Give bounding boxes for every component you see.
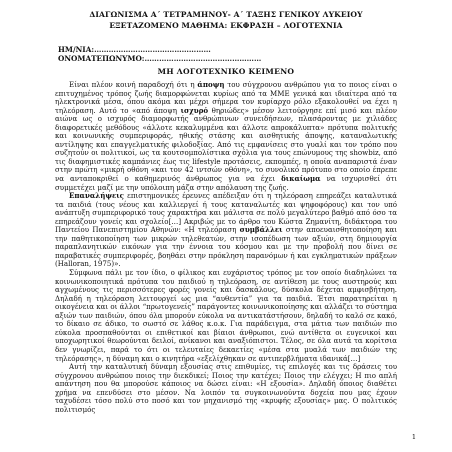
paragraph-3: Σύμφωνα πάλι με τον ίδιο, ο φίλικος και ευχάριστος τρόπος με τον οποίο διαδηλώνει τα κοινωνικοποιητικά πρότυπα του παιδιού η τηλεόραση, σε αντίθεση με τους αυστηρούς και αγχωμένους τις περισσότερες φορές γονείς και δασκάλους, δύσκολα δέχεται αμφισβήτηση. Δηλαδή η τηλεόραση λειτουργεί ως μια “αυθεντία” για τα παιδιά. Έτσι παρατηρείται η οικογένεια και οι άλλοι “πρωτογενείς” παράγοντες κοινωνικοποίησης και αλλάζει το σύστημα αξιών των παιδιών, όπου όλα μπορούν εύκολα να αντικατάστήσουν, δηλαδή το καλό σε κακό, το δίκαιο σε άδικο, το σωστό σε λάθος κ.ο.κ. Για παράδειγμα, στα μάτια των παιδιών πιο εύκολα προσπαθούνται οι επιθετικοί και βίαιοι άνθρωποι, ενώ αντίθετα οι ευγενικοί και υποχωρητικοί θεωρούνται δειλοί, ανίκανοι και αναξιόπιστοι. Τέλος, σε όλα αυτά τα κορίτσια δεν γνωρίζει, παρά το ότι οι τελευταίες δεκαετίες «μέσα στα μυαλά των παιδιών της τηλεόρασης», η δύναμη και ο κινητήρα «εξελίχθηκαν σε αντιπερβλήματα ιδανικά[…] (55, 268, 397, 363)
date-field: ΗΜ/ΝΙΑ:………………………………………… (58, 45, 211, 54)
name-field: ΟΝΟΜΑΤΕΠΩΝΥΜΟ:………………………………………… (58, 54, 262, 63)
p1-text-c: θηριώδες» μέσον λειτούργησε επί μισό και πλέον αιώνα ως ο ισχυρός διαμορφωτής ανθρώπινων συνειδήσεων, πλασάροντας με χιλιάδες διαφορετικές μεθόδους «άλλοτε κεκαλυμμένα και άλλοτε απροκάλυπτα» πρότυπα πολιτικής και κοινωνικής συμπεριφοράς, ηθικής στάσης και αισθητικής άποψης, καταναλωτικής αντίληψης και επαγγελματικής φιλοδοξίας. Από τις εμφανίσεις στο γυαλί και τον τρόπο που συζητούν οι πολιτικοί, ως τα κουτσομπολίστικα σχόλια για τους επώνυμους της showbiz, από τις διαφημιστικές καμπάνιες έως τις lifestyle προτάσεις, εκπομπές, η οποία αναπαριστά έναν στην πρώτη «μικρή οθόνη «και τον 42 ιντσών οθόνη», το συνολικό πρότυπο στο οποίο έπρεπε να ανταποκριθεί ο καθημερινός άνθρωπος για να έχει (55, 105, 397, 184)
exam-header-line2: ΕΞΕΤΑΖΟΜΕΝΟ ΜΑΘΗΜΑ: ΕΚΦΡΑΣΗ – ΛΟΓΟΤΕΧΝΙΑ (109, 21, 343, 30)
p2-text-b: στην αποευαισθητοποίηση και την παθητικοποίηση των μικρών τηλεθεατών, στην ισοπέδωση των αξιών, στη δημιουργία παραπλανητικών εικόνων για την έννοια του κόσμου και με την προβολή που δίνει σε παραβατικές συμπεριφορές, βοηθάει στην πρόκληση παρανόμων ή και εγκληματικών πράξεων (Halloran, 1975)». (55, 225, 397, 269)
keyword-4: Επαναλήψεις (69, 191, 124, 201)
keyword-3: δικαίωμα (281, 174, 321, 184)
p1-text-b: του σύγχρονου ανθρώπου για το ποιος είναι ο επιτυχημένος τρόπος ζωής διαμορφώνεται κυρίως από τα ΜΜΕ γενικά και ιδιαίτερα από τα ηλεκτρονικά μέσα, όπου ακόμα και μέχρι σήμερα τον κυρίαρχο ρόλο εξακολουθεί να έχει η τηλεόραση. Αυτό το «από άποψη (55, 80, 397, 115)
exam-header-line1: ΔΙΑΓΩΝΙΣΜΑ Α΄ ΤΕΤΡΑΜΗΝΟΥ- Α΄ ΤΑΞΗΣ ΓΕΝΙΚΟΥ ΛΥΚΕΙΟΥ (89, 10, 363, 19)
keyword-1: άποψη (197, 80, 225, 89)
paragraph-2 (55, 192, 397, 269)
p1-text-a: Είναι πλέον κοινή παραδοχή ότι η (69, 80, 198, 89)
page-number: 1 (411, 433, 416, 441)
keyword-5: συμβάλλει (239, 225, 283, 235)
p2-text-a: επιστημονικές έρευνες απέδειξαν ότι η τηλεόραση επηρεάζει καταλυτικά τα παιδιά (τους νέους και καλλιεργεί ή τους καταναλωτές και ψηφοφόρους) και τον υπό ανάπτυξη συμπεριφορικό τους χαρακτήρα και μάλιστα σε πολύ μεγαλύτερο βαθμό από όσο τα επηρεάζουν γονείς και σχολείο[…] Ακριβώς με το άρθρο του Κώστα Ζημανίτη, διδάκτορα του Παντείου Πανεπιστημίου Αθηνών: «Η τηλεόραση (55, 191, 397, 235)
keyword-2: ισχυρό (180, 105, 209, 115)
p1-text-d: να ισχυρισθεί ότι συμμετέχει μαζί με την υπόλοιπη μάζα στην απόλαυση της ζωής. (55, 174, 398, 192)
paragraph-4: Αυτή την καταλυτική δύναμη εξουσίας στις επιθυμίες, τις επιλογές και τις δράσεις του σύγχρονου ανθρώπου ποιος την διεκδικεί; Ποιος την κατέχει; Ποιος την ελέγχει; Η πιο απλή απάντηση που θα μπορούσε κάποιος να δώσει είναι: «Η εξουσία». Δηλαδή όποιος διαθέτει χρήμα να επενδύσει στο μέσον. Να λοιπόν τα συγκοινωνούντα δοχεία που μας έχουν ταχυδέσει τόσο πολύ στο ποσό και τον μηχανισμό της «κρυφής εξουσίας» μας. Ο πολιτικός πολιτισμός (55, 362, 397, 414)
text-body (55, 81, 397, 414)
section-title: ΜΗ ΛΟΓΟΤΕΧΝΙΚΟ ΚΕΙΜΕΝΟ (157, 67, 295, 76)
paragraph-1 (55, 81, 397, 192)
